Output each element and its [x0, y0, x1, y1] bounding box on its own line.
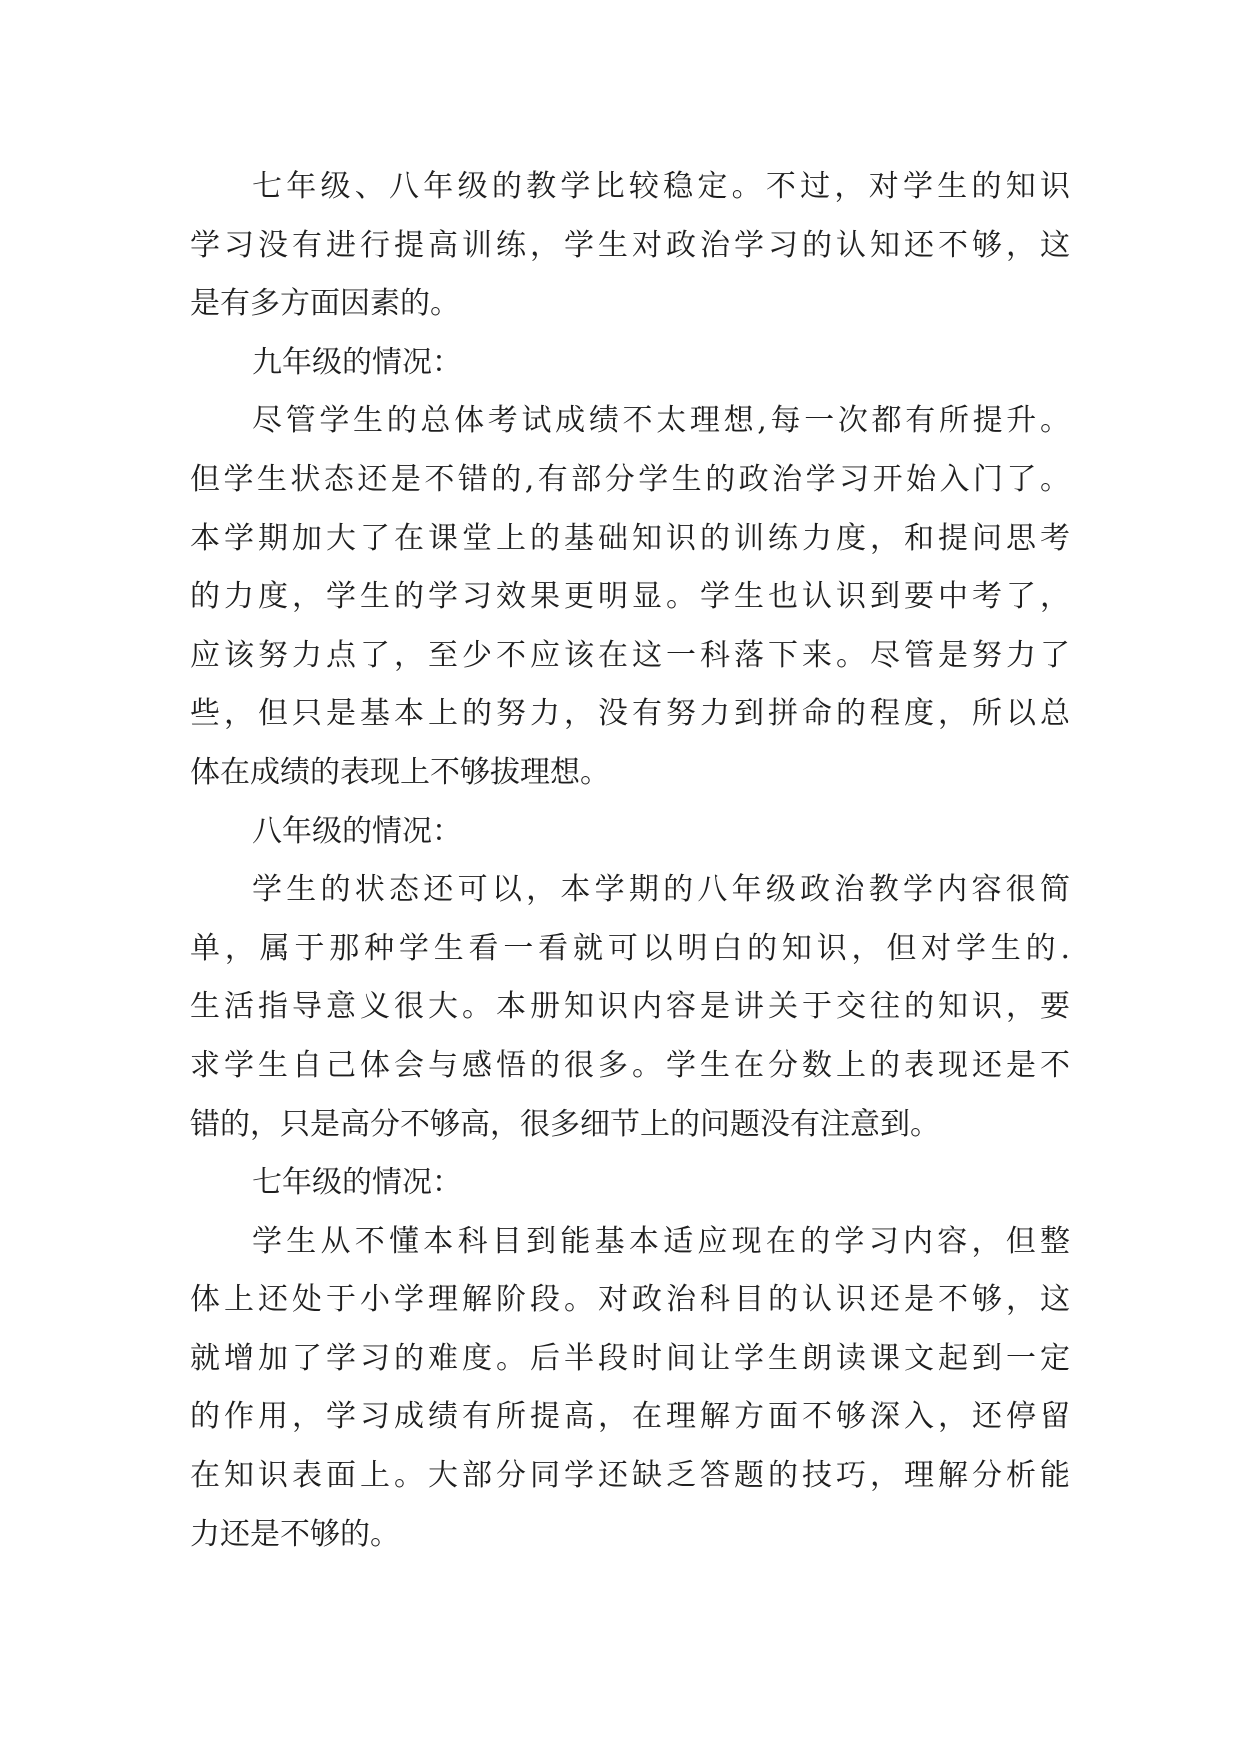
document-body: [190, 158, 1070, 1564]
section-heading: 八年级的情况：: [252, 813, 462, 849]
section-heading: 九年级的情况：: [252, 344, 462, 380]
text-line: 些，但只是基本上的努力，没有努力到拼命的程度，所以总: [190, 696, 1070, 732]
text-line: 体上还处于小学理解阶段。对政治科目的认识还是不够，这: [190, 1282, 1070, 1318]
paragraph-grade-seven: [190, 1213, 1070, 1565]
text-line: 应该努力点了，至少不应该在这一科落下来。尽管是努力了: [190, 637, 1070, 673]
text-line: 单，属于那种学生看一看就可以明白的知识，但对学生的.: [190, 930, 1070, 966]
text-line: 学生从不懂本科目到能基本适应现在的学习内容，但整: [252, 1223, 1070, 1259]
text-line: 是有多方面因素的。: [190, 286, 460, 322]
paragraph-grade-eight: [190, 861, 1070, 1154]
heading-grade-eight: [190, 803, 1070, 862]
text-line: 错的，只是高分不够高，很多细节上的问题没有注意到。: [190, 1106, 940, 1142]
text-line: 力还是不够的。: [190, 1516, 400, 1552]
text-line: 但学生状态还是不错的,有部分学生的政治学习开始入门了。: [190, 461, 1070, 497]
text-line: 本学期加大了在课堂上的基础知识的训练力度，和提问思考: [190, 520, 1070, 556]
text-line: 的作用，学习成绩有所提高，在理解方面不够深入，还停留: [190, 1399, 1070, 1435]
heading-grade-seven: [190, 1154, 1070, 1213]
text-line: 就增加了学习的难度。后半段时间让学生朗读课文起到一定: [190, 1340, 1070, 1376]
paragraph-intro: [190, 158, 1070, 334]
text-line: 求学生自己体会与感悟的很多。学生在分数上的表现还是不: [190, 1047, 1070, 1083]
paragraph-grade-nine: [190, 392, 1070, 802]
text-line: 学生的状态还可以，本学期的八年级政治教学内容很简: [252, 872, 1070, 908]
text-line: 的力度，学生的学习效果更明显。学生也认识到要中考了，: [190, 579, 1070, 615]
text-line: 七年级、八年级的教学比较稳定。不过，对学生的知识: [252, 169, 1070, 204]
text-line: 生活指导意义很大。本册知识内容是讲关于交往的知识，要: [190, 989, 1070, 1025]
text-line: 体在成绩的表现上不够拔理想。: [190, 754, 610, 790]
text-line: 在知识表面上。大部分同学还缺乏答题的技巧，理解分析能: [190, 1458, 1070, 1494]
text-line: 尽管学生的总体考试成绩不太理想,每一次都有所提升。: [252, 403, 1070, 439]
section-heading: 七年级的情况：: [252, 1165, 462, 1201]
heading-grade-nine: [190, 334, 1070, 393]
text-line: 学习没有进行提高训练，学生对政治学习的认知还不够，这: [190, 227, 1070, 263]
